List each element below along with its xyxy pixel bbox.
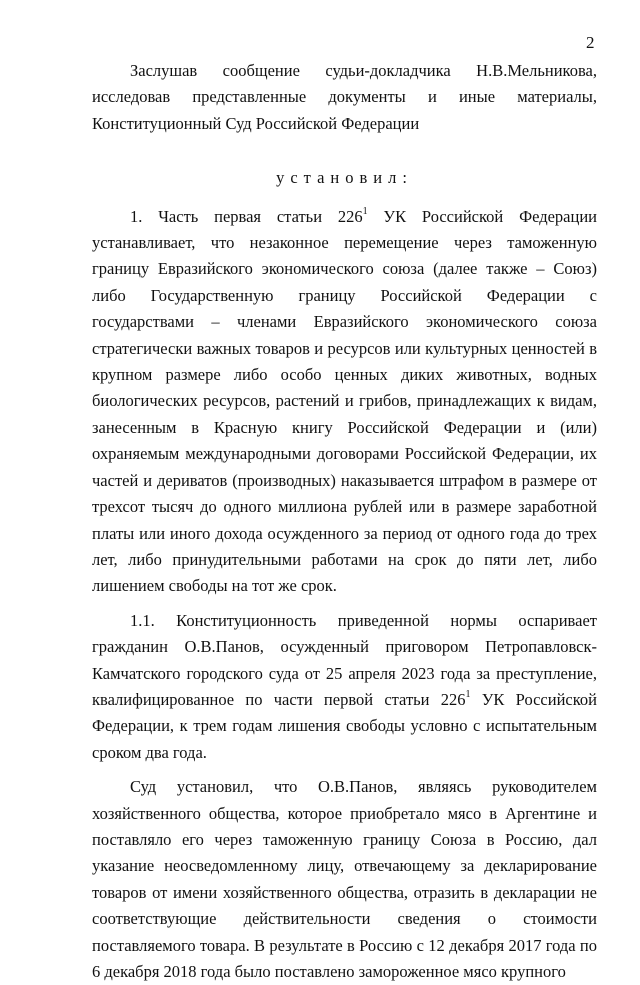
paragraph-1 bbox=[92, 204, 597, 600]
document-body bbox=[92, 58, 597, 985]
paragraph-1-1-start: 1.1. Конституционность приведенной нормы оспаривает гражданин О.В.Панов, осужденный приговором Петропавловск-Камчатского городского суда от 25 апреля 2023 года за преступление, квалифицированное по части первой статьи 226 bbox=[92, 610, 597, 709]
page-number: 2 bbox=[586, 33, 595, 52]
paragraph-1-1 bbox=[92, 608, 597, 766]
paragraph-1-1-rest: УК Российской Федерации, к трем годам лишения свободы условно с испытательным сроком два года. bbox=[92, 689, 597, 762]
paragraph-1-start: 1. Часть первая статьи 226 bbox=[130, 206, 363, 226]
intro-paragraph: Заслушав сообщение судьи-докладчика Н.В.Мельникова, исследовав представленные документы и иные материалы, Конституционный Суд Российской Федерации bbox=[92, 61, 597, 133]
paragraph-1-rest: УК Российской Федерации устанавливает, что незаконное перемещение через таможенную границу Евразийского экономического союза (далее также – Союз) либо Государственную границу Российской Федерации с государствами – членами Евразийского экономического союза стратегически важных товаров и ресурсов или культурных ценностей в крупном размере либо особо ценных диких животных, водных биологических ресурсов, растений и грибов, принадлежащих к видам, занесенным в Красную книгу Российской Федерации и (или) охраняемым международными договорами Российской Федерации, их частей и дериватов (производных) наказывается штрафом в размере от трехсот тысяч до одного миллиона рублей или в размере заработной платы или иного дохода осужденного за период от одного года до трех лет, либо принудительными работами на срок до пяти лет, либо лишением свободы на тот же срок. bbox=[92, 206, 597, 596]
paragraph-1-superscript: 1 bbox=[362, 206, 368, 218]
paragraph-court-findings: Суд установил, что О.В.Панов, являясь руководителем хозяйственного общества, которое приобретало мясо в Аргентине и поставляло его через таможенную границу Союза в Россию, дал указание неосведомленному лицу, отвечающему за декларирование товаров от имени хозяйственного общества, отразить в декларации не соответствующие действительности сведения о стоимости поставляемого товара. В результате в Россию с 12 декабря 2017 года по 6 декабря 2018 года было поставлено замороженное мясо крупного bbox=[92, 777, 597, 981]
section-heading: установил: bbox=[276, 168, 413, 188]
paragraph-1-1-superscript: 1 bbox=[465, 689, 471, 701]
